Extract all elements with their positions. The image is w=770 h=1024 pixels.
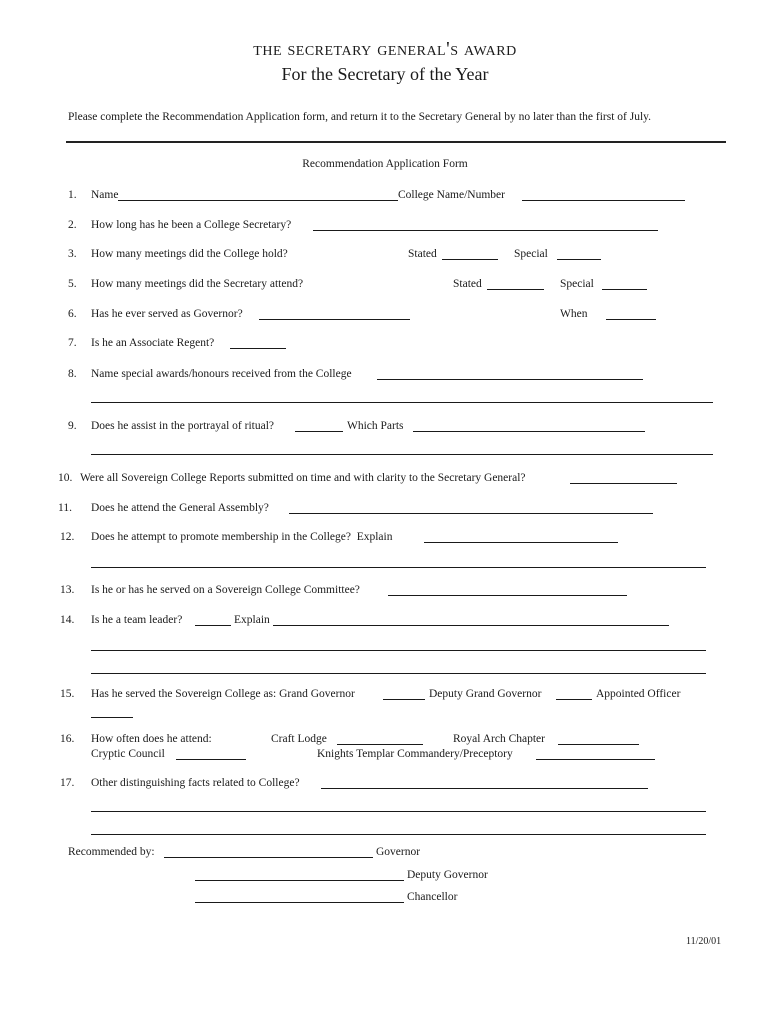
college-number-field[interactable] <box>522 190 685 201</box>
q12-number: 12. <box>60 531 75 543</box>
secretary-duration-field[interactable] <box>313 220 658 231</box>
general-assembly-field[interactable] <box>289 503 653 514</box>
q3-number: 3. <box>68 248 77 260</box>
q16-knights-label: Knights Templar Commandery/Preceptory <box>317 748 513 760</box>
membership-field[interactable] <box>424 532 618 543</box>
knights-templar-field[interactable] <box>536 749 655 760</box>
deputy-governor-signature-field[interactable] <box>195 870 404 881</box>
q17-number: 17. <box>60 777 75 789</box>
q16-cryptic-label: Cryptic Council <box>91 748 165 760</box>
name-field[interactable] <box>118 190 398 201</box>
governor-label: Governor <box>376 846 421 858</box>
q11-label: Does he attend the General Assembly? <box>91 502 269 514</box>
membership-field-line2[interactable] <box>91 557 706 568</box>
other-facts-line3[interactable] <box>91 824 706 835</box>
team-leader-field[interactable] <box>195 615 231 626</box>
q1-label: Name <box>91 189 119 201</box>
associate-regent-field[interactable] <box>230 338 286 349</box>
recommended-by-label: Recommended by: <box>68 846 155 858</box>
q7-number: 7. <box>68 337 77 349</box>
team-leader-explain-line2[interactable] <box>91 640 706 651</box>
q15-label-deputy: Deputy Grand Governor <box>429 688 542 700</box>
q16-craft-label: Craft Lodge <box>271 733 327 745</box>
q14-label-explain: Explain <box>234 614 270 626</box>
q6-when-label: When <box>560 308 588 320</box>
q9-label: Does he assist in the portrayal of ritual? <box>91 420 274 432</box>
q5-stated-label: Stated <box>453 278 482 290</box>
royal-arch-field[interactable] <box>558 734 639 745</box>
governor-signature-field[interactable] <box>164 847 373 858</box>
q16-number: 16. <box>60 733 75 745</box>
team-leader-explain-line3[interactable] <box>91 663 706 674</box>
q14-label: Is he a team leader? <box>91 614 183 626</box>
governor-when-field[interactable] <box>606 309 656 320</box>
q10-label: Were all Sovereign College Reports submitted on time and with clarity to the Secretary General? <box>80 472 526 484</box>
q3-stated-label: Stated <box>408 248 437 260</box>
meetings-attended-stated-field[interactable] <box>487 279 544 290</box>
meetings-attended-special-field[interactable] <box>602 279 647 290</box>
meetings-held-special-field[interactable] <box>557 249 601 260</box>
q5-label: How many meetings did the Secretary attend? <box>91 278 304 290</box>
q16-royal-label: Royal Arch Chapter <box>453 733 545 745</box>
q15-number: 15. <box>60 688 75 700</box>
appointed-officer-field[interactable] <box>91 707 133 718</box>
q13-label: Is he or has he served on a Sovereign College Committee? <box>91 584 360 596</box>
instructions-text: Please complete the Recommendation Application form, and return it to the Secretary General by no later than the first of July. <box>68 111 652 123</box>
q10-number: 10. <box>58 472 73 484</box>
q9-label-parts: Which Parts <box>347 420 404 432</box>
q1-number: 1. <box>68 189 77 201</box>
q8-number: 8. <box>68 368 77 380</box>
header-divider <box>66 141 726 143</box>
chancellor-signature-field[interactable] <box>195 892 404 903</box>
q5-number: 5. <box>68 278 77 290</box>
form-title: the secretary general's award <box>253 38 517 60</box>
ritual-field[interactable] <box>295 421 343 432</box>
governor-field[interactable] <box>259 309 410 320</box>
q1-label-college: College Name/Number <box>398 189 505 201</box>
committee-field[interactable] <box>388 585 627 596</box>
q11-number: 11. <box>58 502 72 514</box>
reports-field[interactable] <box>570 473 677 484</box>
q2-label: How long has he been a College Secretary? <box>91 219 292 231</box>
form-heading: Recommendation Application Form <box>302 158 468 170</box>
q15-label-appointed: Appointed Officer <box>596 688 681 700</box>
other-facts-line2[interactable] <box>91 801 706 812</box>
q12-label: Does he attempt to promote membership in the College? Explain <box>91 531 393 543</box>
q13-number: 13. <box>60 584 75 596</box>
grand-governor-field[interactable] <box>383 689 425 700</box>
q15-label: Has he served the Sovereign College as: Grand Governor <box>91 688 355 700</box>
cryptic-council-field[interactable] <box>176 749 246 760</box>
team-leader-explain-field[interactable] <box>273 615 669 626</box>
deputy-grand-governor-field[interactable] <box>556 689 592 700</box>
q9-number: 9. <box>68 420 77 432</box>
q7-label: Is he an Associate Regent? <box>91 337 215 349</box>
special-awards-field-line2[interactable] <box>91 392 713 403</box>
q14-number: 14. <box>60 614 75 626</box>
q8-label: Name special awards/honours received from the College <box>91 368 352 380</box>
q3-label: How many meetings did the College hold? <box>91 248 288 260</box>
special-awards-field[interactable] <box>377 369 643 380</box>
chancellor-label: Chancellor <box>407 891 458 903</box>
q17-label: Other distinguishing facts related to College? <box>91 777 300 789</box>
q16-label: How often does he attend: <box>91 733 212 745</box>
q6-number: 6. <box>68 308 77 320</box>
ritual-parts-field[interactable] <box>413 421 645 432</box>
craft-lodge-field[interactable] <box>337 734 423 745</box>
q3-special-label: Special <box>514 248 548 260</box>
q5-special-label: Special <box>560 278 594 290</box>
meetings-held-stated-field[interactable] <box>442 249 498 260</box>
ritual-parts-field-line2[interactable] <box>91 444 713 455</box>
deputy-governor-label: Deputy Governor <box>407 869 488 881</box>
q2-number: 2. <box>68 219 77 231</box>
other-facts-field[interactable] <box>321 778 648 789</box>
form-date: 11/20/01 <box>686 936 722 947</box>
q6-label: Has he ever served as Governor? <box>91 308 243 320</box>
form-subtitle: For the Secretary of the Year <box>281 64 489 84</box>
